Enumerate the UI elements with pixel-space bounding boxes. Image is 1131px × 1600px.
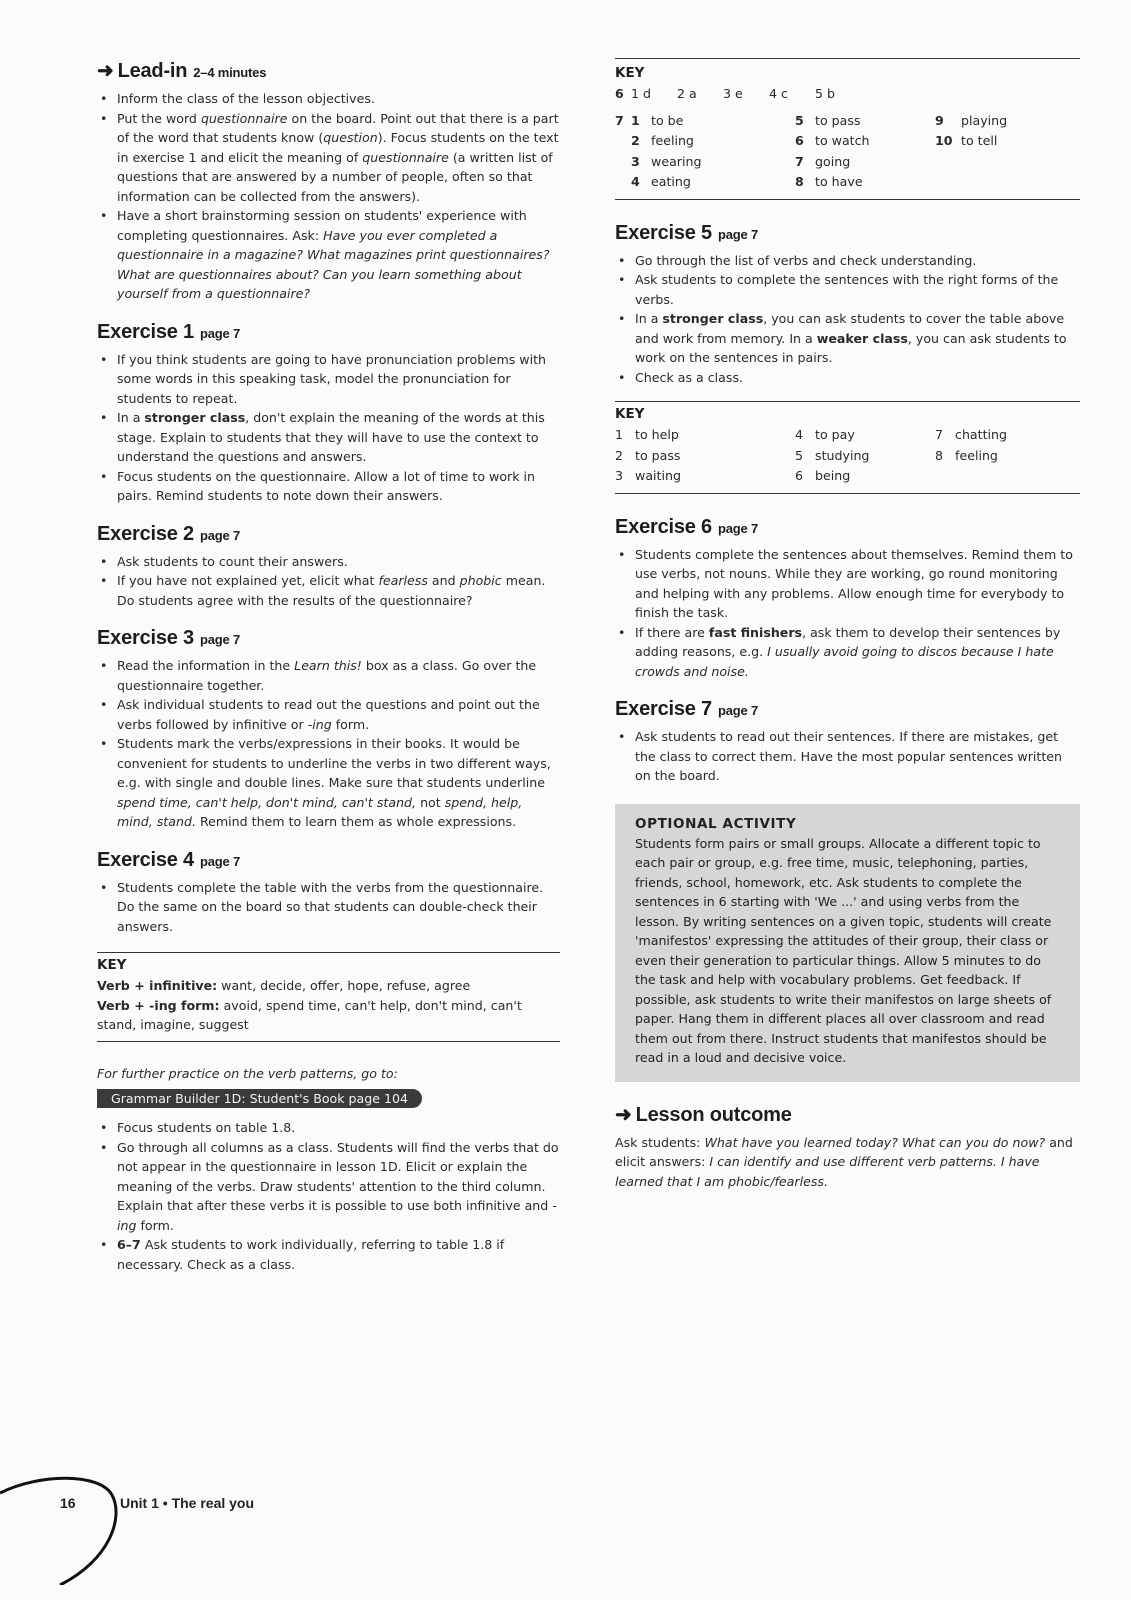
key-exercise-5 <box>615 401 1080 494</box>
exercise-3-section <box>97 627 560 832</box>
exercise-6-list <box>615 545 1080 682</box>
leadin-minutes: 2–4 minutes <box>193 65 267 80</box>
exercise-4-list <box>97 878 560 937</box>
key-exercise-4 <box>97 952 560 1042</box>
arrow-icon: ➜ <box>97 60 114 82</box>
further-practice-note: For further practice on the verb patterns, go to: <box>97 1065 398 1081</box>
arrow-icon: ➜ <box>615 1103 632 1126</box>
key-col-1: 1 to help 2 to pass 3 waiting <box>615 427 681 483</box>
list-item: • Inform the class of the lesson objectives. <box>97 89 560 109</box>
exercise-7-heading: Exercise 7 page 7 <box>615 698 758 720</box>
key-grid-5 <box>615 425 1080 487</box>
grammar-builder-banner: Grammar Builder 1D: Student's Book page 104 <box>97 1089 422 1108</box>
list-item: • Ask students to count their answers. <box>97 552 560 572</box>
list-item: • Put the word questionnaire on the board. Point out that there is a part of the word that students know (question). Focus students on the text in exercise 1 and elicit the meaning of questionnaire (a written list of questions that are answered by a number of people, often so that information can be collected from the answers). <box>97 109 560 207</box>
list-item: • If you think students are going to have pronunciation problems with some words in this speaking task, model the pronunciation for students to repeat. <box>97 350 560 409</box>
exercise-6-heading: Exercise 6 page 7 <box>615 515 758 538</box>
exercise-2-list <box>97 552 560 611</box>
key-line-ing: Verb + -ing form: avoid, spend time, can't help, don't mind, can't stand, imagine, suggest <box>97 997 522 1032</box>
list-item: • Focus students on table 1.8. <box>97 1118 560 1138</box>
exercise-3-heading: Exercise 3 page 7 <box>97 627 240 649</box>
exercise-6-section <box>615 516 1080 682</box>
optional-activity-text: Students form pairs or small groups. Allocate a different topic to each pair or group, e.g. free time, music, telephoning, parties, friends, school, homework, etc. Ask students to complete the sentences in 6 starting with 'We ...' and using verbs from the lesson. By writing sentences on a given topic, students will create 'manifestos' expressing the attitudes of their group, their class or even their generation to particular things. Allow 5 minutes to do the task and help with vocabulary problems. Get feedback. If possible, ask students to write their manifestos on large sheets of paper. Hang them in different places all over classroom and read them out from there. Instruct students that manifestos should be read in a loud and decisive voice. <box>635 835 1052 1065</box>
grammar-builder-list <box>97 1118 560 1274</box>
leadin-section <box>97 58 560 304</box>
list-item: • Read the information in the Learn this! box as a class. Go over the questionnaire together. <box>97 656 560 695</box>
exercise-2-section <box>97 523 560 611</box>
list-item: • Focus students on the questionnaire. Allow a lot of time to work in pairs. Remind students to note down their answers. <box>97 467 560 506</box>
right-column <box>615 58 1080 1191</box>
exercise-1-list <box>97 350 560 506</box>
list-item: • If you have not explained yet, elicit what fearless and phobic mean. Do students agree with the results of the questionnaire? <box>97 571 560 610</box>
exercise-3-list <box>97 656 560 832</box>
optional-activity-box <box>615 804 1080 1082</box>
key-col-2: 4 to pay 5 studying 6 being <box>795 427 870 483</box>
page-footer <box>60 1495 254 1511</box>
key-grid-7 <box>615 111 1080 193</box>
key-col-3: 7 chatting 8 feeling <box>935 427 1007 463</box>
key-title: KEY <box>615 406 645 422</box>
list-item: • Students complete the table with the verbs from the questionnaire. Do the same on the board so that students can double-check their answers. <box>97 878 560 937</box>
key-row-6: 6 1 d 2 a 3 e 4 c 5 b <box>615 86 836 101</box>
list-item: • Students mark the verbs/expressions in their books. It would be convenient for students to underline the verbs in two different ways, e.g. with single and double lines. Make sure that students underline spend time, can't help, don't mind, can't stand, not spend, help, mind, stand. Remind them to learn them as whole expressions. <box>97 734 560 832</box>
exercise-4-section <box>97 849 560 937</box>
leadin-list <box>97 89 560 304</box>
exercise-7-list <box>615 727 1080 786</box>
lesson-outcome-section <box>615 1102 1080 1192</box>
page-number: 16 <box>60 1495 76 1511</box>
list-item: • Ask students to read out their sentences. If there are mistakes, get the class to correct them. Have the most popular sentences written on the board. <box>615 727 1080 786</box>
left-column <box>97 58 560 1274</box>
exercise-1-heading: Exercise 1 page 7 <box>97 320 240 343</box>
key-exercise-6-7 <box>615 58 1080 200</box>
list-item: • If there are fast finishers, ask them to develop their sentences by adding reasons, e.g. I usually avoid going to discos because I hate crowds and noise. <box>615 623 1080 682</box>
exercise-7-section <box>615 698 1080 786</box>
exercise-5-heading: Exercise 5 page 7 <box>615 221 758 244</box>
exercise-4-heading: Exercise 4 page 7 <box>97 848 240 871</box>
key-col-2: 5 to pass 6 to watch 7 going 8 to have <box>795 112 870 189</box>
key-title: KEY <box>97 957 127 973</box>
list-item: • Ask students to complete the sentences with the right forms of the verbs. <box>615 270 1080 309</box>
list-item: • In a stronger class, you can ask students to cover the table above and work from memory. In a weaker class, you can ask students to work on the sentences in pairs. <box>615 309 1080 368</box>
key-col-1: 7 1 to be 2 feeling 3 wearing 4 eating <box>615 112 702 189</box>
exercise-1-section <box>97 321 560 506</box>
key-title: KEY <box>615 65 645 81</box>
exercise-2-heading: Exercise 2 page 7 <box>97 522 240 545</box>
exercise-5-section <box>615 222 1080 388</box>
list-item: • 6–7 Ask students to work individually, referring to table 1.8 if necessary. Check as a class. <box>97 1235 560 1274</box>
list-item: • Have a short brainstorming session on students' experience with completing questionnaires. Ask: Have you ever completed a questionnaire in a magazine? What magazines print questionnaires? What are questionnaires about? Can you learn something about yourself from a questionnaire? <box>97 206 560 304</box>
list-item: • Check as a class. <box>615 368 1080 388</box>
key-line-infinitive: Verb + infinitive: want, decide, offer, hope, refuse, agree <box>97 978 471 993</box>
optional-activity-title: OPTIONAL ACTIVITY <box>635 815 797 832</box>
list-item: • In a stronger class, don't explain the meaning of the words at this stage. Explain to students that they will have to use the context to understand the questions and answers. <box>97 408 560 467</box>
exercise-5-list <box>615 251 1080 388</box>
list-item: • Students complete the sentences about themselves. Remind them to use verbs, not nouns. While they are working, go round monitoring and helping with any problems. Allow enough time for everybody to finish the task. <box>615 545 1080 623</box>
unit-title: Unit 1 • The real you <box>120 1495 255 1511</box>
page-corner-curve <box>0 1465 140 1585</box>
list-item: • Go through the list of verbs and check understanding. <box>615 251 1080 271</box>
key-col-3: 9 playing 10 to tell <box>935 112 1008 148</box>
leadin-heading: ➜ Lead-in 2–4 minutes <box>97 60 267 82</box>
lesson-outcome-heading: ➜ Lesson outcome <box>615 1103 792 1126</box>
lesson-outcome-text: Ask students: What have you learned today? What can you do now? and elicit answers: I can identify and use different verb patterns. I have learned that I am phobic/fearless. <box>615 1134 1073 1189</box>
list-item: • Ask individual students to read out the questions and point out the verbs followed by infinitive or -ing form. <box>97 695 560 734</box>
list-item: • Go through all columns as a class. Students will find the verbs that do not appear in the questionnaire in lesson 1D. Elicit or explain the meaning of the verbs. Draw students' attention to the third column. Explain that after these verbs it is possible to use both infinitive and -ing form. <box>97 1138 560 1236</box>
